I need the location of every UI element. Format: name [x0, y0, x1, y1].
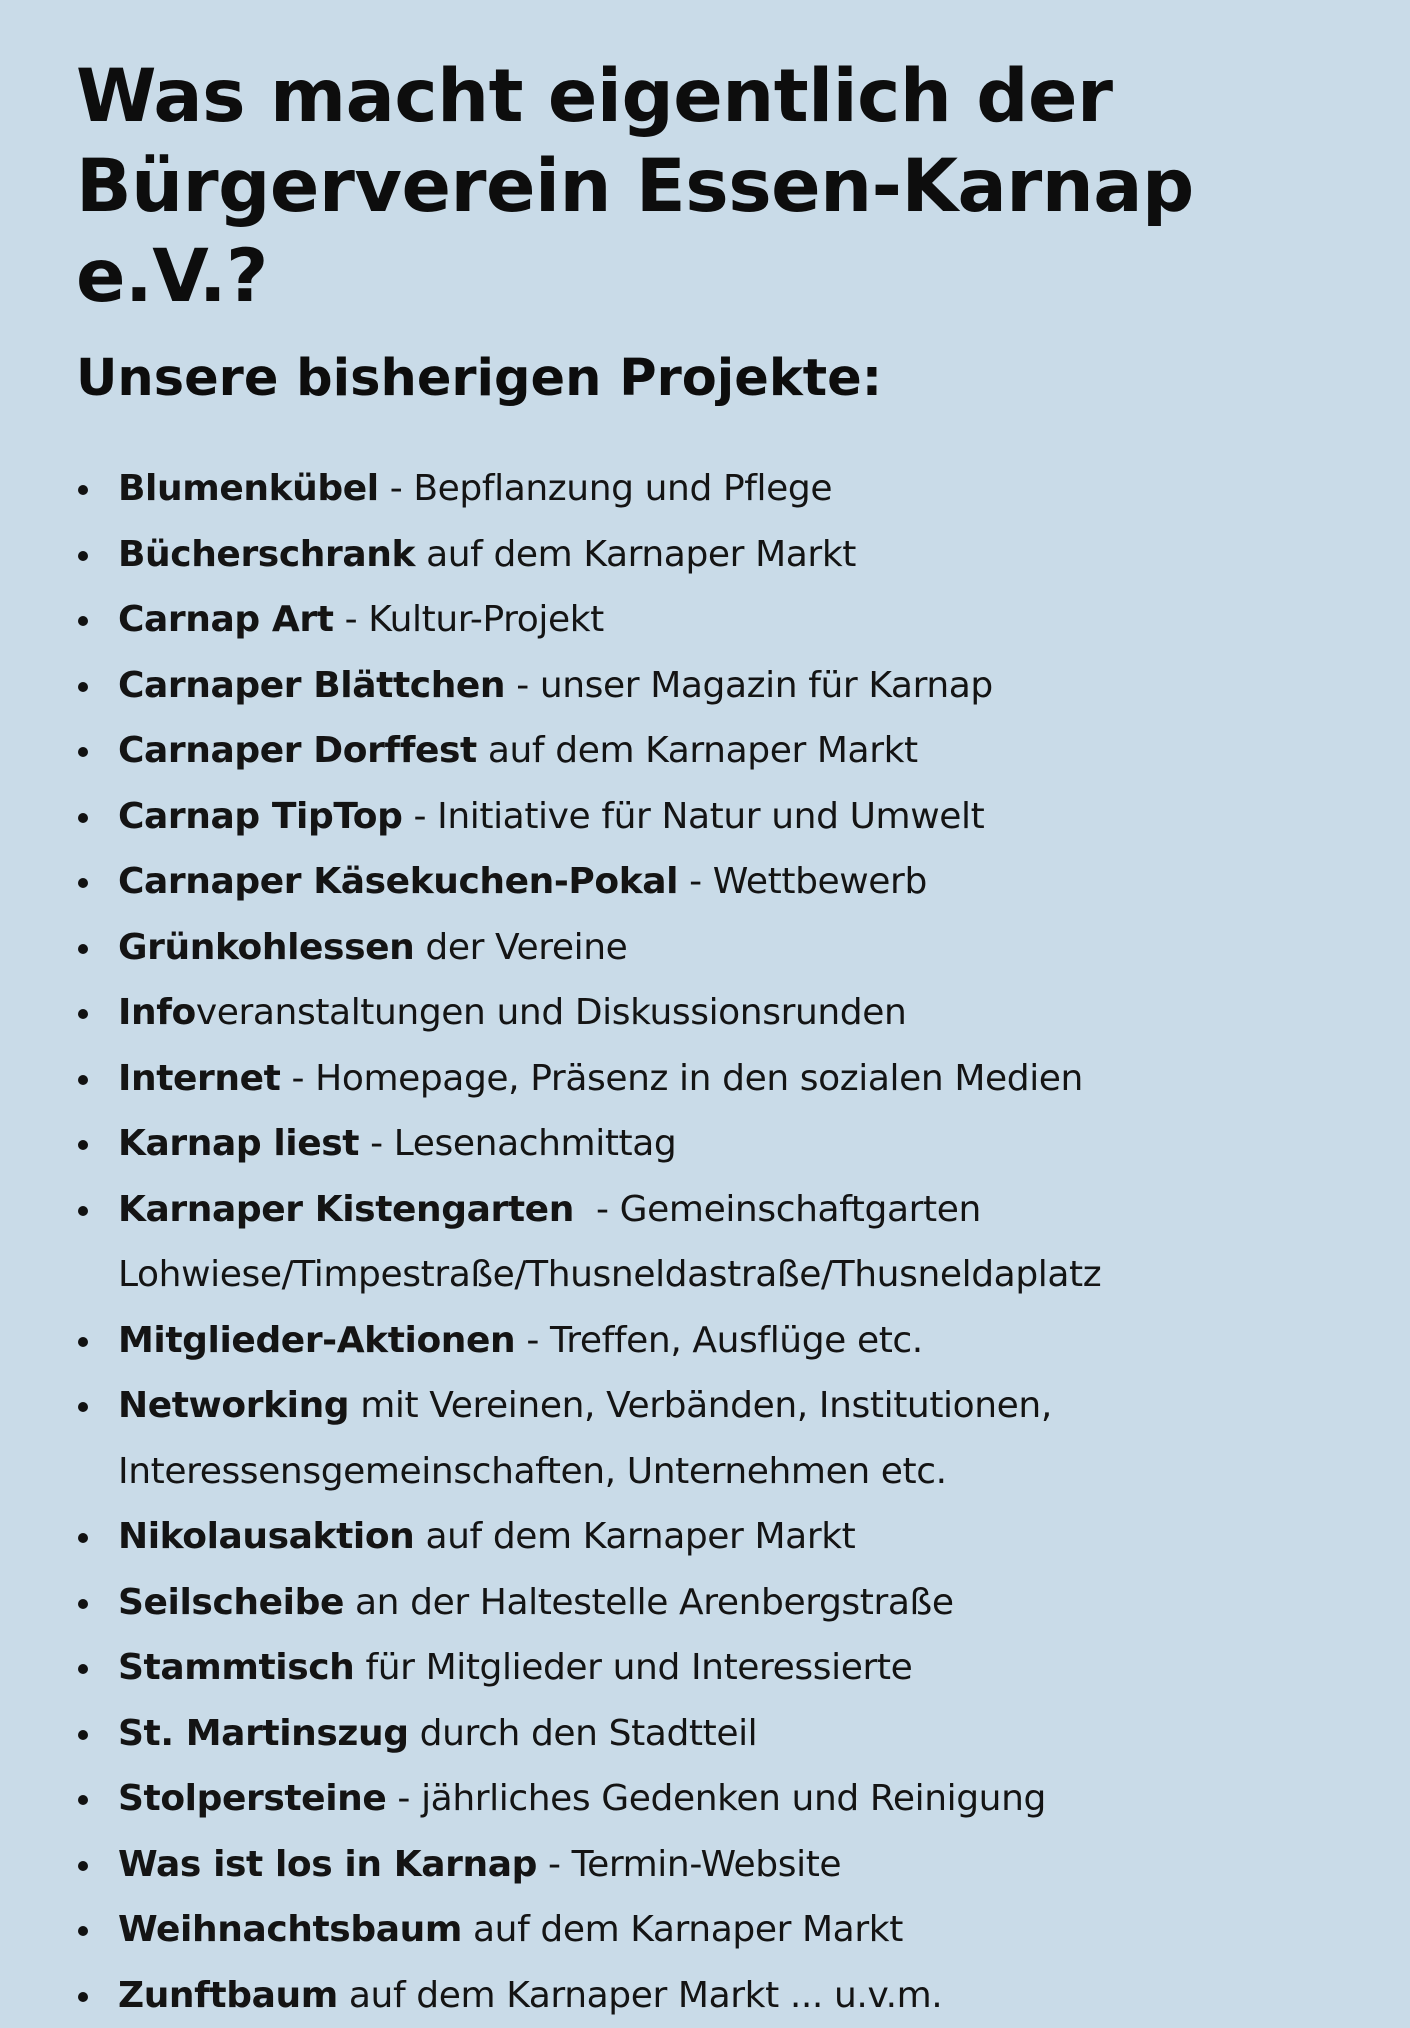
project-name: Stammtisch: [118, 1647, 354, 1688]
project-name: St. Martinszug: [118, 1713, 409, 1754]
project-name: Zunftbaum: [118, 1975, 338, 2016]
bullet-icon: [78, 1206, 88, 1216]
project-description-continued: Interessensgemeinschaften, Unternehmen etc.: [118, 1439, 1378, 1505]
list-item: [76, 915, 1378, 981]
project-name: Carnaper Käsekuchen-Pokal: [118, 861, 678, 902]
project-description: für Mitglieder und Interessierte: [354, 1647, 912, 1688]
project-description: auf dem Karnaper Markt: [477, 730, 918, 771]
project-description: an der Haltestelle Arenbergstraße: [344, 1582, 954, 1623]
project-description: - jährliches Gedenken und Reinigung: [386, 1778, 1046, 1819]
section-heading: Unsere bisherigen Projekte:: [76, 344, 1410, 414]
bullet-icon: [78, 1730, 88, 1740]
project-description: - Wettbewerb: [678, 861, 927, 902]
project-description: veranstaltungen und Diskussionsrunden: [196, 992, 907, 1033]
project-name: Networking: [118, 1385, 349, 1426]
list-item: [76, 1963, 1378, 2028]
project-description: - unser Magazin für Karnap: [505, 665, 993, 706]
project-name: Bücherschrank: [118, 534, 415, 575]
list-item: [76, 1832, 1378, 1898]
project-name: Weihnachtsbaum: [118, 1909, 462, 1950]
project-name: Karnap liest: [118, 1123, 359, 1164]
bullet-icon: [78, 747, 88, 757]
bullet-icon: [78, 1009, 88, 1019]
project-name: Carnap Art: [118, 599, 334, 640]
bullet-icon: [78, 1402, 88, 1412]
project-name: Info: [118, 992, 196, 1033]
project-name: Carnaper Dorffest: [118, 730, 477, 771]
list-item: [76, 653, 1378, 719]
bullet-icon: [78, 878, 88, 888]
project-name: Mitglieder-Aktionen: [118, 1320, 515, 1361]
list-item: [76, 1111, 1378, 1177]
project-description: - Gemeinschaftgarten: [574, 1189, 981, 1230]
list-item: [76, 718, 1378, 784]
bullet-icon: [78, 1795, 88, 1805]
list-item: [76, 587, 1378, 653]
bullet-icon: [78, 1992, 88, 2002]
project-description: auf dem Karnaper Markt: [462, 1909, 903, 1950]
list-item: [76, 784, 1378, 850]
project-name: Blumenkübel: [118, 468, 379, 509]
list-item: [76, 1897, 1378, 1963]
list-item: [76, 1635, 1378, 1701]
project-description-continued: Lohwiese/Timpestraße/Thusneldastraße/Thusneldaplatz: [118, 1242, 1378, 1308]
project-description: - Lesenachmittag: [359, 1123, 676, 1164]
bullet-icon: [78, 1664, 88, 1674]
project-description: - Initiative für Natur und Umwelt: [402, 796, 984, 837]
project-description: durch den Stadtteil: [409, 1713, 758, 1754]
project-name: Nikolausaktion: [118, 1516, 414, 1557]
project-name: Karnaper Kistengarten: [118, 1189, 574, 1230]
bullet-icon: [78, 1599, 88, 1609]
title-line-2: Bürgerverein Essen-Karnap e.V.?: [76, 142, 1410, 322]
list-item: [76, 1701, 1378, 1767]
project-description: auf dem Karnaper Markt: [414, 1516, 855, 1557]
list-item: [76, 1504, 1378, 1570]
project-list: [76, 456, 1410, 2028]
project-description: - Bepflanzung und Pflege: [379, 468, 832, 509]
bullet-icon: [78, 1075, 88, 1085]
list-item: [76, 849, 1378, 915]
project-description: auf dem Karnaper Markt ... u.v.m.: [338, 1975, 943, 2016]
list-item: [76, 1308, 1378, 1374]
list-item: [76, 456, 1378, 522]
project-name: Grünkohlessen: [118, 927, 414, 968]
project-name: Carnap TipTop: [118, 796, 402, 837]
bullet-icon: [78, 1926, 88, 1936]
project-name: Seilscheibe: [118, 1582, 344, 1623]
bullet-icon: [78, 551, 88, 561]
bullet-icon: [78, 616, 88, 626]
bullet-icon: [78, 682, 88, 692]
list-item: [76, 1373, 1378, 1504]
bullet-icon: [78, 1140, 88, 1150]
project-description: auf dem Karnaper Markt: [415, 534, 856, 575]
project-name: Stolpersteine: [118, 1778, 386, 1819]
project-name: Was ist los in Karnap: [118, 1844, 537, 1885]
bullet-icon: [78, 1533, 88, 1543]
page-title: [76, 52, 1410, 322]
project-description: - Kultur-Projekt: [334, 599, 604, 640]
list-item: [76, 1766, 1378, 1832]
title-line-1: Was macht eigentlich der: [76, 52, 1410, 142]
project-description: der Vereine: [414, 927, 627, 968]
project-description: - Treffen, Ausflüge etc.: [515, 1320, 923, 1361]
list-item: [76, 980, 1378, 1046]
list-item: [76, 1177, 1378, 1308]
list-item: [76, 522, 1378, 588]
list-item: [76, 1046, 1378, 1112]
bullet-icon: [78, 813, 88, 823]
project-name: Internet: [118, 1058, 280, 1099]
bullet-icon: [78, 1861, 88, 1871]
project-description: - Termin-Website: [537, 1844, 841, 1885]
list-item: [76, 1570, 1378, 1636]
bullet-icon: [78, 1337, 88, 1347]
project-description: mit Vereinen, Verbänden, Institutionen,: [349, 1385, 1052, 1426]
project-name: Carnaper Blättchen: [118, 665, 505, 706]
bullet-icon: [78, 485, 88, 495]
project-description: - Homepage, Präsenz in den sozialen Medien: [280, 1058, 1083, 1099]
bullet-icon: [78, 944, 88, 954]
